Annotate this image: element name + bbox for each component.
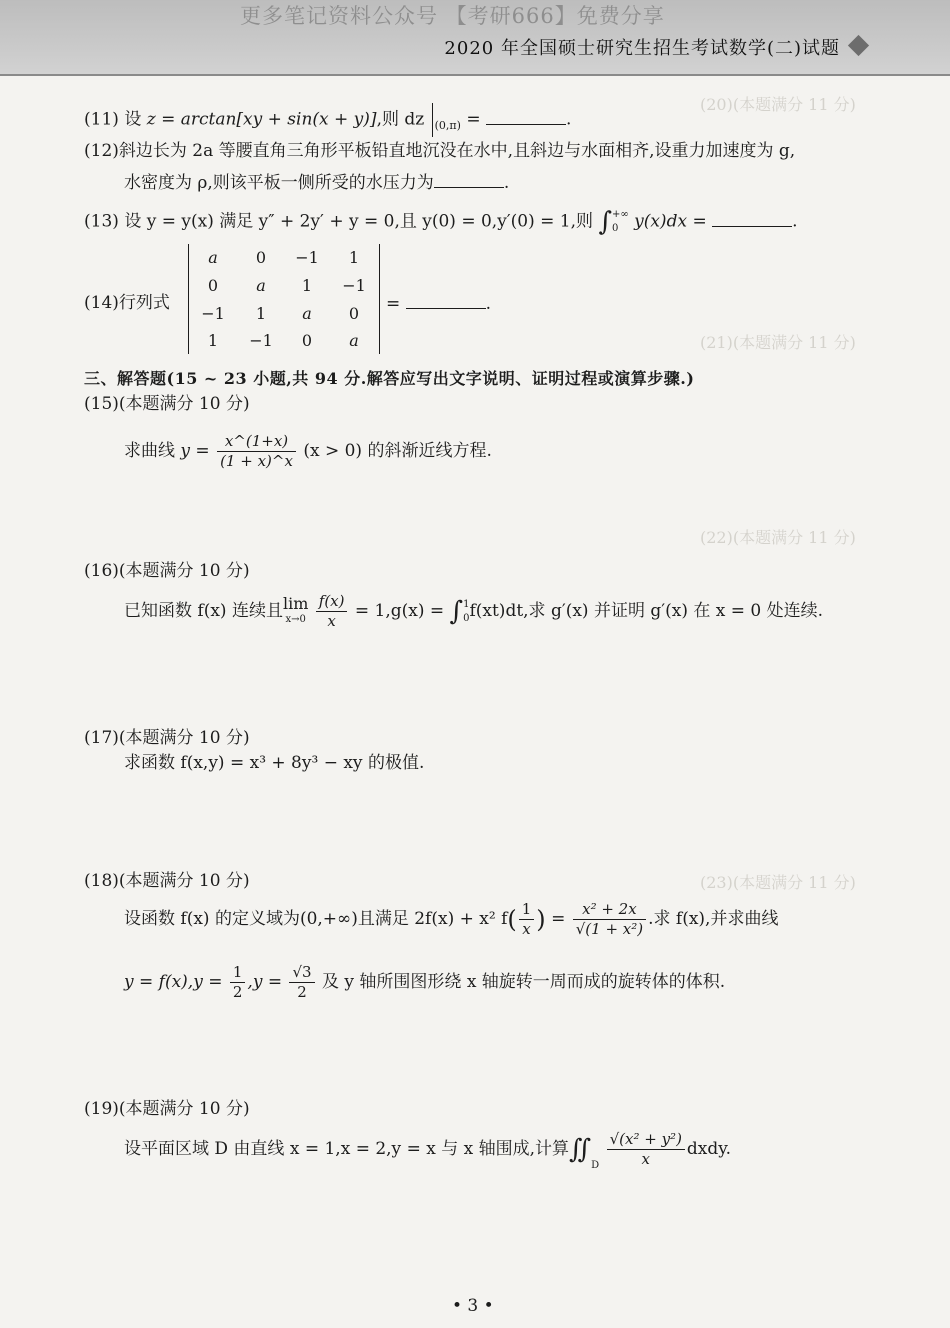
- question-text: 设: [124, 109, 142, 130]
- question-number: (12): [84, 141, 119, 161]
- upper-limit: +∞: [611, 209, 629, 220]
- question-text: 设平面区域 D 由直线 x = 1,x = 2,y = x 与 x 轴围成,计算: [124, 1139, 570, 1159]
- fraction: [519, 900, 535, 939]
- question-number: (11): [84, 109, 119, 130]
- question-text: 及 y 轴所围图形绕 x 轴旋转一周而成的旋转体的体积.: [322, 972, 726, 992]
- question-text: .求 f(x),并求曲线: [648, 909, 779, 929]
- question-19-heading: (19)(本题满分 10 分): [84, 1099, 250, 1119]
- question-text: (x > 0) 的斜渐近线方程.: [303, 441, 492, 461]
- matrix-cell: 1: [301, 276, 313, 295]
- formula: ,y =: [247, 972, 283, 992]
- denominator: (1 + x)^x: [220, 452, 293, 470]
- question-17: 求函数 f(x,y) = x³ + 8y³ − xy 的极值.: [124, 753, 425, 773]
- answer-blank: [486, 108, 566, 125]
- question-13: (13) 设 y = y(x) 满足 y″ + 2y′ + y = 0,且 y(0) = 0,y′(0) = 1,则 ∫ +∞ 0 y(x)dx = .: [84, 207, 798, 237]
- fraction: [316, 592, 348, 631]
- matrix-cell: a: [208, 248, 218, 267]
- numerator: √(x² + y²): [607, 1130, 685, 1150]
- equals-sign: =: [551, 909, 566, 929]
- matrix-cell: 0: [348, 304, 360, 323]
- equals-sign: =: [466, 109, 481, 130]
- question-text: 设 y = y(x) 满足 y″ + 2y′ + y = 0,且 y(0) = 0,y′(0) = 1,则: [124, 211, 594, 232]
- integral-sign: ∫: [449, 596, 464, 627]
- question-15: [124, 428, 492, 474]
- numerator: 1: [230, 963, 246, 983]
- watermark-text: 更多笔记资料公众号 【考研666】免费分享: [240, 4, 665, 28]
- question-text: = 1,g(x) =: [354, 601, 445, 621]
- question-text: 斜边长为 2a 等腰直角三角形平板铅直地沉没在水中,且斜边与水面相齐,设重力加速度为 g,: [118, 141, 796, 161]
- question-text: 已知函数 f(x) 连续且: [124, 601, 283, 621]
- question-text: dxdy.: [686, 1139, 732, 1159]
- denominator: x: [641, 1150, 650, 1168]
- answer-blank: [712, 210, 792, 227]
- numerator: x² + 2x: [573, 900, 646, 920]
- integral-sign: ∫: [598, 207, 612, 237]
- matrix-cell: 1: [207, 331, 219, 350]
- numerator: f(x): [316, 592, 348, 612]
- question-12-line2: 水密度为 ρ,则该平板一侧所受的水压力为 .: [124, 173, 510, 193]
- question-16: [124, 588, 823, 635]
- question-18: 设函数 f(x) 的定义域为(0,+∞)且满足 2f(x) + x² f( $\frac{1}{x}$ ) = $\frac{\text{x² + 2x}}{\text{√(1 + x²)}}$ .求 f(x),并求曲线: [124, 900, 779, 938]
- denominator: 2: [297, 983, 307, 1001]
- fraction: [573, 900, 646, 939]
- exam-title: 2020 年全国硕士研究生招生考试数学(二)试题: [444, 38, 840, 59]
- limit-operator: lim: [282, 593, 309, 613]
- matrix-cell: 0: [255, 248, 267, 267]
- question-11: (11) 设 z = arctan[xy + sin(x + y)],则 dz $_{(0,\pi)}$ = .: [84, 103, 571, 137]
- upper-limit: 1: [463, 598, 470, 610]
- question-18-line2: [124, 958, 725, 1006]
- question-14-answer: = .: [386, 294, 492, 314]
- matrix-cell: −1: [201, 304, 225, 323]
- question-text: 求曲线: [124, 441, 175, 461]
- question-17-heading: (17)(本题满分 10 分): [84, 728, 250, 748]
- double-integral-sign: ∬: [569, 1134, 592, 1165]
- question-text: ,则 dz: [376, 109, 425, 130]
- matrix-cell: a: [302, 304, 312, 323]
- evaluation-bar: [432, 103, 433, 137]
- matrix-cell: −1: [295, 248, 319, 267]
- equals-sign: =: [386, 294, 401, 314]
- integrand: y(x)dx =: [634, 211, 707, 232]
- limit-subscript: x→0: [285, 613, 306, 625]
- fraction: [607, 1130, 685, 1169]
- matrix-cell: −1: [249, 331, 273, 350]
- question-text: f(xt)dt,求 g′(x) 并证明 g′(x) 在 x = 0 处连续.: [469, 601, 824, 621]
- matrix-cell: 0: [301, 331, 313, 350]
- fraction: [230, 963, 246, 1002]
- numerator: x^(1+x): [217, 432, 296, 452]
- question-text: 设函数 f(x) 的定义域为(0,+∞)且满足 2f(x) + x² f: [124, 909, 508, 929]
- question-15-heading: (15)(本题满分 10 分): [84, 394, 250, 414]
- formula: y = f(x),y =: [124, 972, 223, 992]
- question-number: (14): [84, 293, 119, 313]
- evaluation-point: (0,π): [434, 118, 461, 132]
- matrix-cell: a: [256, 276, 266, 295]
- matrix-cell: 1: [255, 304, 267, 323]
- denominator: 2: [232, 983, 243, 1001]
- denominator: x: [522, 920, 531, 938]
- fraction: [217, 432, 296, 471]
- denominator: √(1 + x²): [575, 920, 644, 938]
- formula: y =: [180, 441, 210, 461]
- matrix-cell: −1: [342, 276, 366, 295]
- matrix-cell: 0: [207, 276, 219, 295]
- answer-blank: [406, 292, 486, 309]
- matrix-cell: 1: [348, 248, 360, 267]
- question-text: 水密度为 ρ,则该平板一侧所受的水压力为: [124, 173, 434, 193]
- denominator: x: [327, 612, 336, 630]
- determinant-matrix: [188, 244, 380, 354]
- question-16-heading: (16)(本题满分 10 分): [84, 561, 250, 581]
- lower-limit: 0: [611, 223, 619, 234]
- question-19: [124, 1124, 731, 1191]
- answer-blank: [434, 171, 504, 188]
- question-12: [84, 140, 795, 162]
- numerator: √3: [289, 963, 314, 983]
- question-number: (13): [84, 211, 119, 232]
- section-heading: 三、解答题(15 ~ 23 小题,共 94 分.解答应写出文字说明、证明过程或演算步骤.): [84, 369, 695, 388]
- page-number: • 3 •: [452, 1296, 494, 1316]
- numerator: 1: [519, 900, 535, 920]
- question-14: [84, 292, 170, 314]
- question-text: 行列式: [118, 293, 170, 313]
- integration-region: D: [591, 1160, 600, 1171]
- diamond-icon: [848, 35, 869, 56]
- header-band: [0, 0, 950, 76]
- formula: z = arctan[xy + sin(x + y)]: [146, 109, 377, 130]
- lower-limit: 0: [463, 612, 470, 624]
- question-18-heading: (18)(本题满分 10 分): [84, 871, 250, 891]
- matrix-cell: a: [349, 331, 359, 350]
- fraction: [289, 963, 314, 1002]
